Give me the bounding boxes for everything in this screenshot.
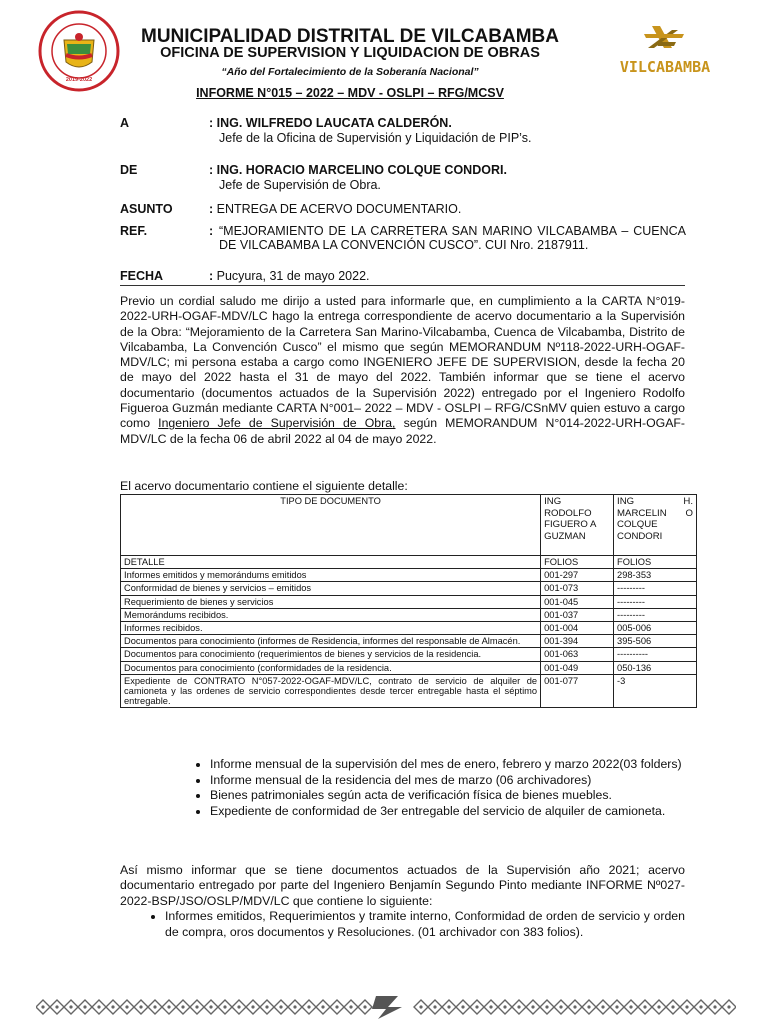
table-row <box>121 674 697 708</box>
year-motto: “Año del Fortalecimiento de la Soberanía Nacional” <box>221 66 479 78</box>
cell-folios-rfg: 001-297 <box>541 569 614 582</box>
cell-tipo: Informes recibidos. <box>121 622 541 635</box>
paragraph-intro-underlined: Ingeniero Jefe de Supervisión de Obra, <box>158 416 396 431</box>
subheader-detalle: DETALLE <box>121 556 541 569</box>
table-row <box>121 635 697 648</box>
cell-folios-rfg: 001-049 <box>541 661 614 674</box>
list-item: • Expediente de conformidad de 3er entregable del servicio de alquiler de camioneta. <box>210 804 685 820</box>
table-row <box>121 648 697 661</box>
cell-folios-hmcc: ---------- <box>614 648 697 661</box>
header-divider <box>120 285 685 286</box>
list-item: • Informe mensual de la supervisión del mes de enero, febrero y marzo 2022(03 folders) <box>210 757 685 773</box>
list-item: • Informe mensual de la residencia del mes de marzo (06 archivadores) <box>210 773 685 789</box>
list-item: • Informes emitidos, Requerimientos y tramite interno, Conformidad de orden de servicio y orden de compra, oros documentos y Resoluciones. (01 archivador con 383 folios). <box>165 909 685 940</box>
from-name: : ING. HORACIO MARCELINO COLQUE CONDORI. <box>209 163 507 177</box>
paragraph-detail-intro: El acervo documentario contiene el siguiente detalle: <box>120 479 408 493</box>
ref-value: “MEJORAMIENTO DE LA CARRETERA SAN MARINO VILCABAMBA – CUENCA DE VILCABAMBA LA CONVENCIÓN CUSCO”. CUI Nro. 2187911. <box>219 224 686 252</box>
table-header-row <box>121 495 697 556</box>
vilcabamba-logo <box>600 22 730 80</box>
table-row <box>121 595 697 608</box>
office-name: OFICINA DE SUPERVISION Y LIQUIDACION DE OBRAS <box>160 45 540 61</box>
to-label: A <box>120 116 130 130</box>
documents-table <box>120 494 697 708</box>
from-label: DE <box>120 163 138 177</box>
cell-tipo: Expediente de CONTRATO N°057-2022-OGAF-MDV/LC, contrato de servicio de alquiler de camioneta y las ordenes de servicio correspondientes desde tercer entregable hasta el séptimo entregable. <box>121 674 541 708</box>
municipality-name: MUNICIPALIDAD DISTRITAL DE VILCABAMBA <box>141 26 559 47</box>
cell-folios-rfg: 001-073 <box>541 582 614 595</box>
cell-folios-hmcc: 050-136 <box>614 661 697 674</box>
subheader-folios-hmcc: FOLIOS <box>614 556 697 569</box>
cell-folios-hmcc: --------- <box>614 608 697 621</box>
to-name: : ING. WILFREDO LAUCATA CALDERÓN. <box>209 116 452 130</box>
cell-folios-rfg: 001-004 <box>541 622 614 635</box>
report-title: INFORME N°015 – 2022 – MDV - OSLPI – RFG/MCSV <box>196 86 504 100</box>
subject-value: ENTREGA DE ACERVO DOCUMENTARIO. <box>216 202 462 216</box>
paragraph-intro-b: según MEMORANDUM N°014-2022-URH-OGAF-MDV/LC de la fecha 06 de abril 2022 al 04 de mayo 2022. <box>120 416 686 446</box>
subheader-folios-rfg: FOLIOS <box>541 556 614 569</box>
cell-tipo: Conformidad de bienes y servicios – emitidos <box>121 582 541 595</box>
date-label: FECHA <box>120 269 164 283</box>
cell-folios-rfg: 001-063 <box>541 648 614 661</box>
ref-label: REF. <box>120 224 148 238</box>
table-subheader-row <box>121 556 697 569</box>
cell-tipo: Informes emitidos y memorándums emitidos <box>121 569 541 582</box>
ref-row: : “MEJORAMIENTO DE LA CARRETERA SAN MARINO VILCABAMBA – CUENCA DE VILCABAMBA LA CONVENCIÓN CUSCO”. CUI Nro. 2187911. <box>209 224 686 252</box>
cell-folios-hmcc: --------- <box>614 582 697 595</box>
cell-folios-hmcc: --------- <box>614 595 697 608</box>
list-item: • Bienes patrimoniales según acta de verificación física de bienes muebles. <box>210 788 685 804</box>
bullet-list-2 <box>145 909 685 940</box>
subject-row: : ENTREGA DE ACERVO DOCUMENTARIO. <box>209 202 462 216</box>
header-tipo: TIPO DE DOCUMENTO <box>121 495 541 556</box>
table-row <box>121 661 697 674</box>
date-value: Pucyura, 31 de mayo 2022. <box>216 269 370 283</box>
table-row <box>121 608 697 621</box>
cell-folios-rfg: 001-394 <box>541 635 614 648</box>
cell-folios-rfg: 001-077 <box>541 674 614 708</box>
cell-folios-hmcc: 395-506 <box>614 635 697 648</box>
table-row <box>121 622 697 635</box>
to-title: Jefe de la Oficina de Supervisión y Liquidación de PIP’s. <box>219 131 532 145</box>
footer-logo-icon <box>372 996 402 1019</box>
table-row <box>121 569 697 582</box>
logo-text: VILCABAMBA <box>619 58 711 76</box>
cell-tipo: Documentos para conocimiento (informes de Residencia, informes del responsable de Almacén. <box>121 635 541 648</box>
footer-decorative-border <box>36 994 736 1020</box>
cell-tipo: Memorándums recibidos. <box>121 608 541 621</box>
cell-folios-rfg: 001-037 <box>541 608 614 621</box>
from-title: Jefe de Supervisión de Obra. <box>219 178 381 192</box>
cell-folios-hmcc: -3 <box>614 674 697 708</box>
paragraph-intro <box>120 294 685 447</box>
paragraph-intro-a: Previo un cordial saludo me dirijo a usted para informarle que, en cumplimiento a la CARTA N°019-2022-URH-OGAF-MDV/LC hago la entrega correspondiente de acervo documentario a la Supervisión de la Obra: “Mejoramiento de la Carretera San Marino-Vilcabamba, Cuenca de Vilcabamba, Distrito de Vilcabamba, La Convención Cusco” el mismo que según MEMORANDUM Nº118-2022-URH-OGAF-MDV/LC; mi persona estaba a cargo como INGENIERO JEFE DE SUPERVISION, desde la fecha 20 de mayo del 2022 hasta el 31 de mayo del 2022. También informar que se tiene el acervo documentario (documentos actuados de la Supervisión 2022) entregado por el Ingeniero Rodolfo Figueroa Guzmán mediante CARTA N°001– 2022 – MDV - OSLPI – RFG/CSnMV quien estuvo a cargo como <box>120 294 685 431</box>
header-rfg: ING RODOLFO FIGUERO A GUZMAN <box>541 495 614 556</box>
cell-folios-hmcc: 298-353 <box>614 569 697 582</box>
subject-label: ASUNTO <box>120 202 173 216</box>
cell-folios-hmcc: 005-006 <box>614 622 697 635</box>
cell-tipo: Requerimiento de bienes y servicios <box>121 595 541 608</box>
municipal-seal-logo <box>38 10 120 92</box>
bullet-list-1 <box>190 757 685 819</box>
header-hmcc: ING H. MARCELIN O COLQUE CONDORI <box>614 495 697 556</box>
table-row <box>121 582 697 595</box>
seal-years: 2019-2022 <box>65 77 93 83</box>
paragraph-2021: Así mismo informar que se tiene documentos actuados de la Supervisión año 2021; acervo documentario entregado por parte del Ingeniero Benjamín Segundo Pinto mediante INFORME Nº027-2022-BSP/JSO/OSLP/MDV/LC que contiene lo siguiente: <box>120 863 685 908</box>
cell-tipo: Documentos para conocimiento (requerimientos de bienes y servicios de la residencia. <box>121 648 541 661</box>
cell-tipo: Documentos para conocimiento (conformidades de la residencia. <box>121 661 541 674</box>
cell-folios-rfg: 001-045 <box>541 595 614 608</box>
date-row: : Pucyura, 31 de mayo 2022. <box>209 269 370 283</box>
